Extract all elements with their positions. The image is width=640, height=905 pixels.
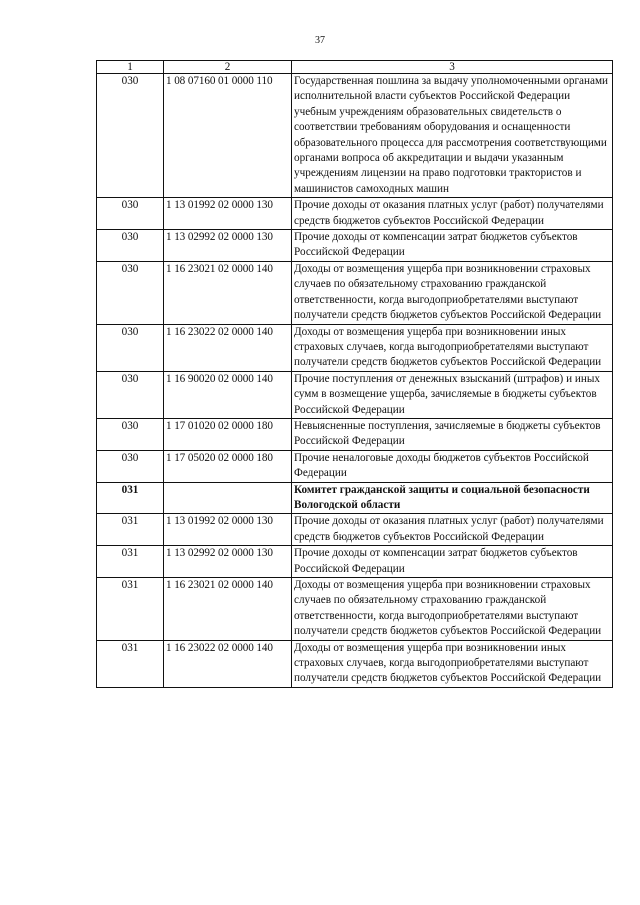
revenue-code-cell: 1 17 05020 02 0000 180 (164, 450, 292, 482)
revenue-code-cell: 1 13 01992 02 0000 130 (164, 514, 292, 546)
revenue-name-cell: Доходы от возмещения ущерба при возникновении страховых случаев по обязательному страхованию гражданской ответственности, когда выгодоприобретателями выступают получатели средств бюджетов субъектов Российской Федерации (292, 261, 613, 324)
table-row (97, 546, 613, 578)
admin-code-cell: 030 (97, 418, 164, 450)
table-body (97, 74, 613, 688)
admin-code-cell: 030 (97, 450, 164, 482)
admin-code-cell: 031 (97, 546, 164, 578)
revenue-codes-table (96, 60, 613, 688)
table-row (97, 198, 613, 230)
revenue-name-cell: Невыясненные поступления, зачисляемые в бюджеты субъектов Российской Федерации (292, 418, 613, 450)
table-row (97, 418, 613, 450)
table-row (97, 261, 613, 324)
revenue-name-cell: Прочие доходы от оказания платных услуг (работ) получателями средств бюджетов субъектов Российской Федерации (292, 198, 613, 230)
revenue-code-cell: 1 16 23022 02 0000 140 (164, 640, 292, 687)
revenue-code-cell: 1 08 07160 01 0000 110 (164, 74, 292, 198)
revenue-code-cell: 1 16 23021 02 0000 140 (164, 261, 292, 324)
table-row (97, 640, 613, 687)
revenue-name-cell: Прочие доходы от компенсации затрат бюджетов субъектов Российской Федерации (292, 546, 613, 578)
table-row (97, 482, 613, 514)
revenue-name-cell: Доходы от возмещения ущерба при возникновении иных страховых случаев, когда выгодоприобретателями выступают получатели средств бюджетов субъектов Российской Федерации (292, 324, 613, 371)
revenue-name-cell: Прочие неналоговые доходы бюджетов субъектов Российской Федерации (292, 450, 613, 482)
admin-code-cell: 030 (97, 261, 164, 324)
revenue-name-cell: Доходы от возмещения ущерба при возникновении иных страховых случаев, когда выгодоприобретателями выступают получатели средств бюджетов субъектов Российской Федерации (292, 640, 613, 687)
admin-code-cell: 031 (97, 514, 164, 546)
table-row (97, 324, 613, 371)
revenue-name-cell: Доходы от возмещения ущерба при возникновении страховых случаев по обязательному страхованию гражданской ответственности, когда выгодоприобретателями выступают получатели средств бюджетов субъектов Российской Федерации (292, 578, 613, 641)
revenue-code-cell: 1 16 90020 02 0000 140 (164, 371, 292, 418)
admin-code-cell: 031 (97, 578, 164, 641)
table-row (97, 371, 613, 418)
revenue-name-cell: Прочие поступления от денежных взысканий (штрафов) и иных сумм в возмещение ущерба, зачисляемые в бюджеты субъектов Российской Федерации (292, 371, 613, 418)
revenue-code-cell: 1 16 23022 02 0000 140 (164, 324, 292, 371)
revenue-name-cell: Комитет гражданской защиты и социальной безопасности Вологодской области (292, 482, 613, 514)
revenue-code-cell: 1 13 01992 02 0000 130 (164, 198, 292, 230)
admin-code-cell: 030 (97, 198, 164, 230)
revenue-code-cell: 1 13 02992 02 0000 130 (164, 230, 292, 262)
revenue-code-cell: 1 13 02992 02 0000 130 (164, 546, 292, 578)
admin-code-cell: 030 (97, 371, 164, 418)
revenue-name-cell: Прочие доходы от компенсации затрат бюджетов субъектов Российской Федерации (292, 230, 613, 262)
admin-code-cell: 031 (97, 640, 164, 687)
revenue-name-cell: Прочие доходы от оказания платных услуг (работ) получателями средств бюджетов субъектов Российской Федерации (292, 514, 613, 546)
revenue-name-cell: Государственная пошлина за выдачу уполномоченными органами исполнительной власти субъектов Российской Федерации учебным учреждениям образовательных свидетельств о соответствии требованиям оборудования и оснащенности образовательного процесса для рассмотрения соответствующими органами вопроса об аккредитации и выдачи указанным учреждениям лицензии на право подготовки трактористов и машинистов самоходных машин (292, 74, 613, 198)
column-header-admin: 1 (97, 61, 164, 74)
table-row (97, 578, 613, 641)
table-row (97, 74, 613, 198)
column-header-code: 2 (164, 61, 292, 74)
revenue-code-cell: 1 16 23021 02 0000 140 (164, 578, 292, 641)
revenue-code-cell: 1 17 01020 02 0000 180 (164, 418, 292, 450)
table-row (97, 514, 613, 546)
admin-code-cell: 030 (97, 324, 164, 371)
table-row (97, 450, 613, 482)
column-header-name: 3 (292, 61, 613, 74)
admin-code-cell: 030 (97, 74, 164, 198)
table-header-row (97, 61, 613, 74)
admin-code-cell: 030 (97, 230, 164, 262)
table-row (97, 230, 613, 262)
revenue-code-cell (164, 482, 292, 514)
page-number: 37 (315, 35, 325, 46)
admin-code-cell: 031 (97, 482, 164, 514)
